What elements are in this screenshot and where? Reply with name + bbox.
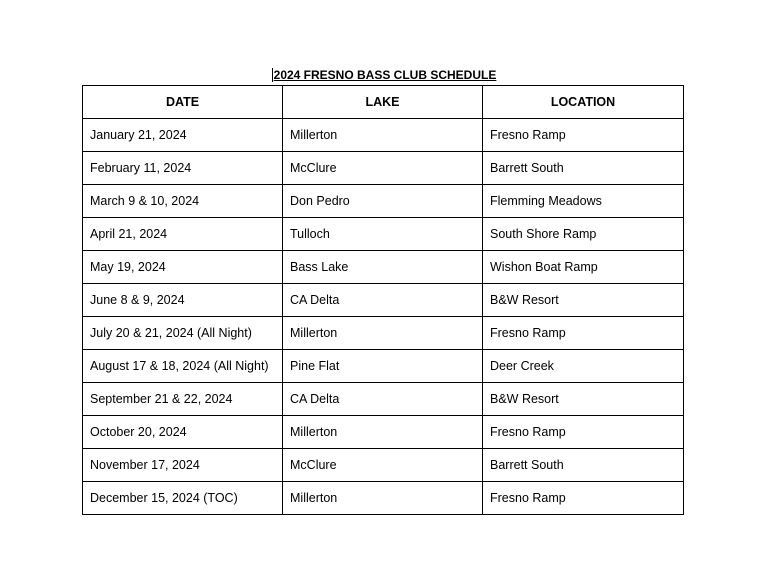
header-location: LOCATION	[483, 86, 684, 119]
table-row	[83, 119, 684, 152]
cell-date: February 11, 2024	[83, 152, 283, 185]
cell-date: June 8 & 9, 2024	[83, 284, 283, 317]
cell-location: Fresno Ramp	[483, 119, 684, 152]
table-row	[83, 251, 684, 284]
cell-location: Fresno Ramp	[483, 317, 684, 350]
cell-location: Barrett South	[483, 152, 684, 185]
cell-location: Flemming Meadows	[483, 185, 684, 218]
table-row	[83, 449, 684, 482]
cell-date: October 20, 2024	[83, 416, 283, 449]
cell-lake: Millerton	[283, 482, 483, 515]
cell-date: April 21, 2024	[83, 218, 283, 251]
cell-location: Barrett South	[483, 449, 684, 482]
header-lake: LAKE	[283, 86, 483, 119]
table-row	[83, 218, 684, 251]
table-row	[83, 416, 684, 449]
cell-lake: CA Delta	[283, 383, 483, 416]
cell-location: South Shore Ramp	[483, 218, 684, 251]
cell-date: January 21, 2024	[83, 119, 283, 152]
cell-lake: Tulloch	[283, 218, 483, 251]
table-row	[83, 482, 684, 515]
cell-date: August 17 & 18, 2024 (All Night)	[83, 350, 283, 383]
table-row	[83, 284, 684, 317]
cell-date: March 9 & 10, 2024	[83, 185, 283, 218]
cell-lake: Bass Lake	[283, 251, 483, 284]
cell-location: B&W Resort	[483, 383, 684, 416]
table-row	[83, 350, 684, 383]
cell-date: July 20 & 21, 2024 (All Night)	[83, 317, 283, 350]
cell-date: September 21 & 22, 2024	[83, 383, 283, 416]
cell-lake: McClure	[283, 152, 483, 185]
table-row	[83, 152, 684, 185]
cell-location: Fresno Ramp	[483, 416, 684, 449]
cell-location: Deer Creek	[483, 350, 684, 383]
cell-location: Wishon Boat Ramp	[483, 251, 684, 284]
schedule-table	[82, 85, 684, 515]
cell-lake: McClure	[283, 449, 483, 482]
table-row	[83, 185, 684, 218]
table-header-row	[83, 86, 684, 119]
cell-lake: Don Pedro	[283, 185, 483, 218]
cell-lake: Millerton	[283, 416, 483, 449]
cell-date: November 17, 2024	[83, 449, 283, 482]
header-date: DATE	[83, 86, 283, 119]
page-title	[0, 67, 768, 83]
table-row	[83, 383, 684, 416]
cell-lake: CA Delta	[283, 284, 483, 317]
cell-lake: Millerton	[283, 317, 483, 350]
table-body	[83, 119, 684, 515]
table-row	[83, 317, 684, 350]
title-text: 2024 FRESNO BASS CLUB SCHEDULE	[273, 68, 497, 82]
cell-lake: Millerton	[283, 119, 483, 152]
cell-location: Fresno Ramp	[483, 482, 684, 515]
cell-location: B&W Resort	[483, 284, 684, 317]
cell-date: May 19, 2024	[83, 251, 283, 284]
cell-date: December 15, 2024 (TOC)	[83, 482, 283, 515]
cell-lake: Pine Flat	[283, 350, 483, 383]
